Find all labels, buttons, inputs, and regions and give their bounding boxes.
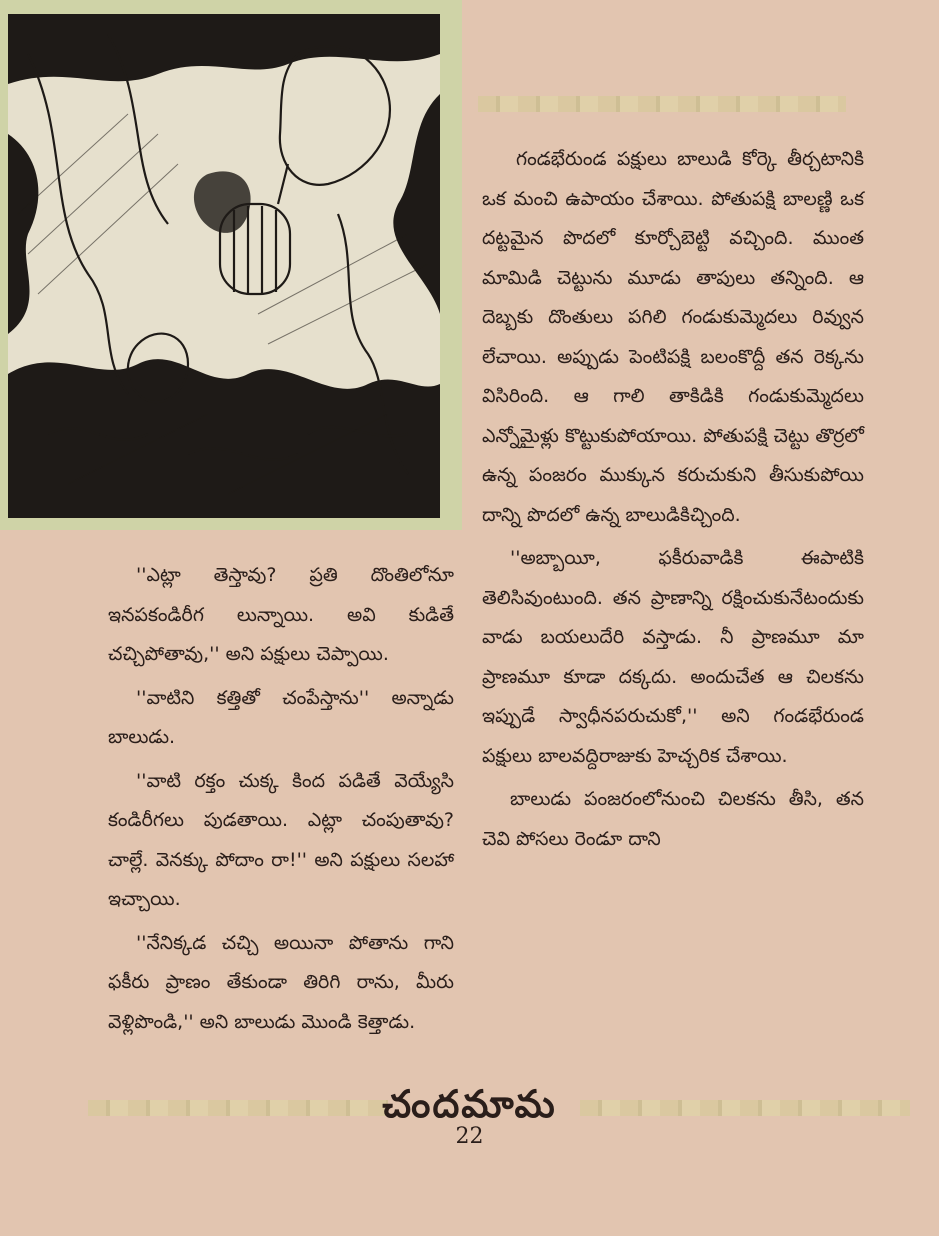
story-paragraph: ''నేనిక్కడ చచ్చి అయినా పోతాను గాని ఫకీరు ప్రాణం తేకుండా తిరిగి రాను, మీరు వెళ్లిపొండి,'' అని బాలుడు మొండి కెత్తాడు. bbox=[108, 931, 454, 1033]
right-text-column bbox=[482, 140, 864, 863]
magazine-masthead: చందమామ bbox=[382, 1082, 557, 1126]
story-paragraph: ''అబ్బాయీ, ఫకీరువాడికి ఈపాటికి తెలిసివుంటుంది. తన ప్రాణాన్ని రక్షించుకునేటందుకు వాడు బయలుదేరి వస్తాడు. నీ ప్రాణమూ మా ప్రాణమూ కూడా దక్కదు. అందుచేత ఆ చిలకను ఇప్పుడే స్వాధీనపరుచుకో,'' అని గండభేరుండ పక్షులు బాలవద్దిరాజుకు హెచ్చరిక చేశాయి. bbox=[482, 547, 864, 767]
story-paragraph: ''వాటిని కత్తితో చంపేస్తాను'' అన్నాడు బాలుడు. bbox=[108, 686, 454, 748]
story-paragraph: ''ఎట్లా తెస్తావు? ప్రతి దొంతిలోనూ ఇనపకండిరీగ లున్నాయి. అవి కుడితే చచ్చిపోతావు,'' అని పక్షులు చెప్పాయి. bbox=[108, 564, 454, 665]
decorative-border-strip bbox=[478, 96, 846, 112]
forest-illustration-icon bbox=[8, 14, 440, 518]
story-paragraph: ''వాటి రక్తం చుక్క కింద పడితే వెయ్యేసి కండిరీగలు పుడతాయి. ఎట్లా చంపుతావు? చాల్లే. వెనక్కు పోదాం రా!'' అని పక్షులు సలహా ఇచ్చాయి. bbox=[108, 769, 454, 910]
story-illustration bbox=[0, 0, 462, 530]
page-number: 22 bbox=[455, 1124, 484, 1149]
story-paragraph: గండభేరుండ పక్షులు బాలుడి కోర్కె తీర్చటానికి ఒక మంచి ఉపాయం చేశాయి. పోతుపక్షి బాలణ్ణి ఒక దట్టమైన పొదలో కూర్చోబెట్టి వచ్చింది. ముంత మామిడి చెట్టును మూడు తాపులు తన్నింది. ఆ దెబ్బకు దొంతులు పగిలి గండుకుమ్మెదలు రివ్వున లేచాయి. అప్పుడు పెంటిపక్షి బలంకొద్దీ తన రెక్కను విసిరింది. ఆ గాలి తాకిడికి గండుకుమ్మెదలు ఎన్నోమైళ్లు కొట్టుకుపోయాయి. పోతుపక్షి చెట్టు తొర్రలో ఉన్న పంజరం ముక్కున కరుచుకుని తీసుకుపోయి దాన్ని పొదలో ఉన్న బాలుడికిచ్చింది. bbox=[482, 148, 864, 526]
story-paragraph: బాలుడు పంజరంలోనుంచి చిలకను తీసి, తన చెవి పోసలు రెండూ దాని bbox=[482, 788, 864, 850]
left-text-column bbox=[108, 556, 454, 1046]
